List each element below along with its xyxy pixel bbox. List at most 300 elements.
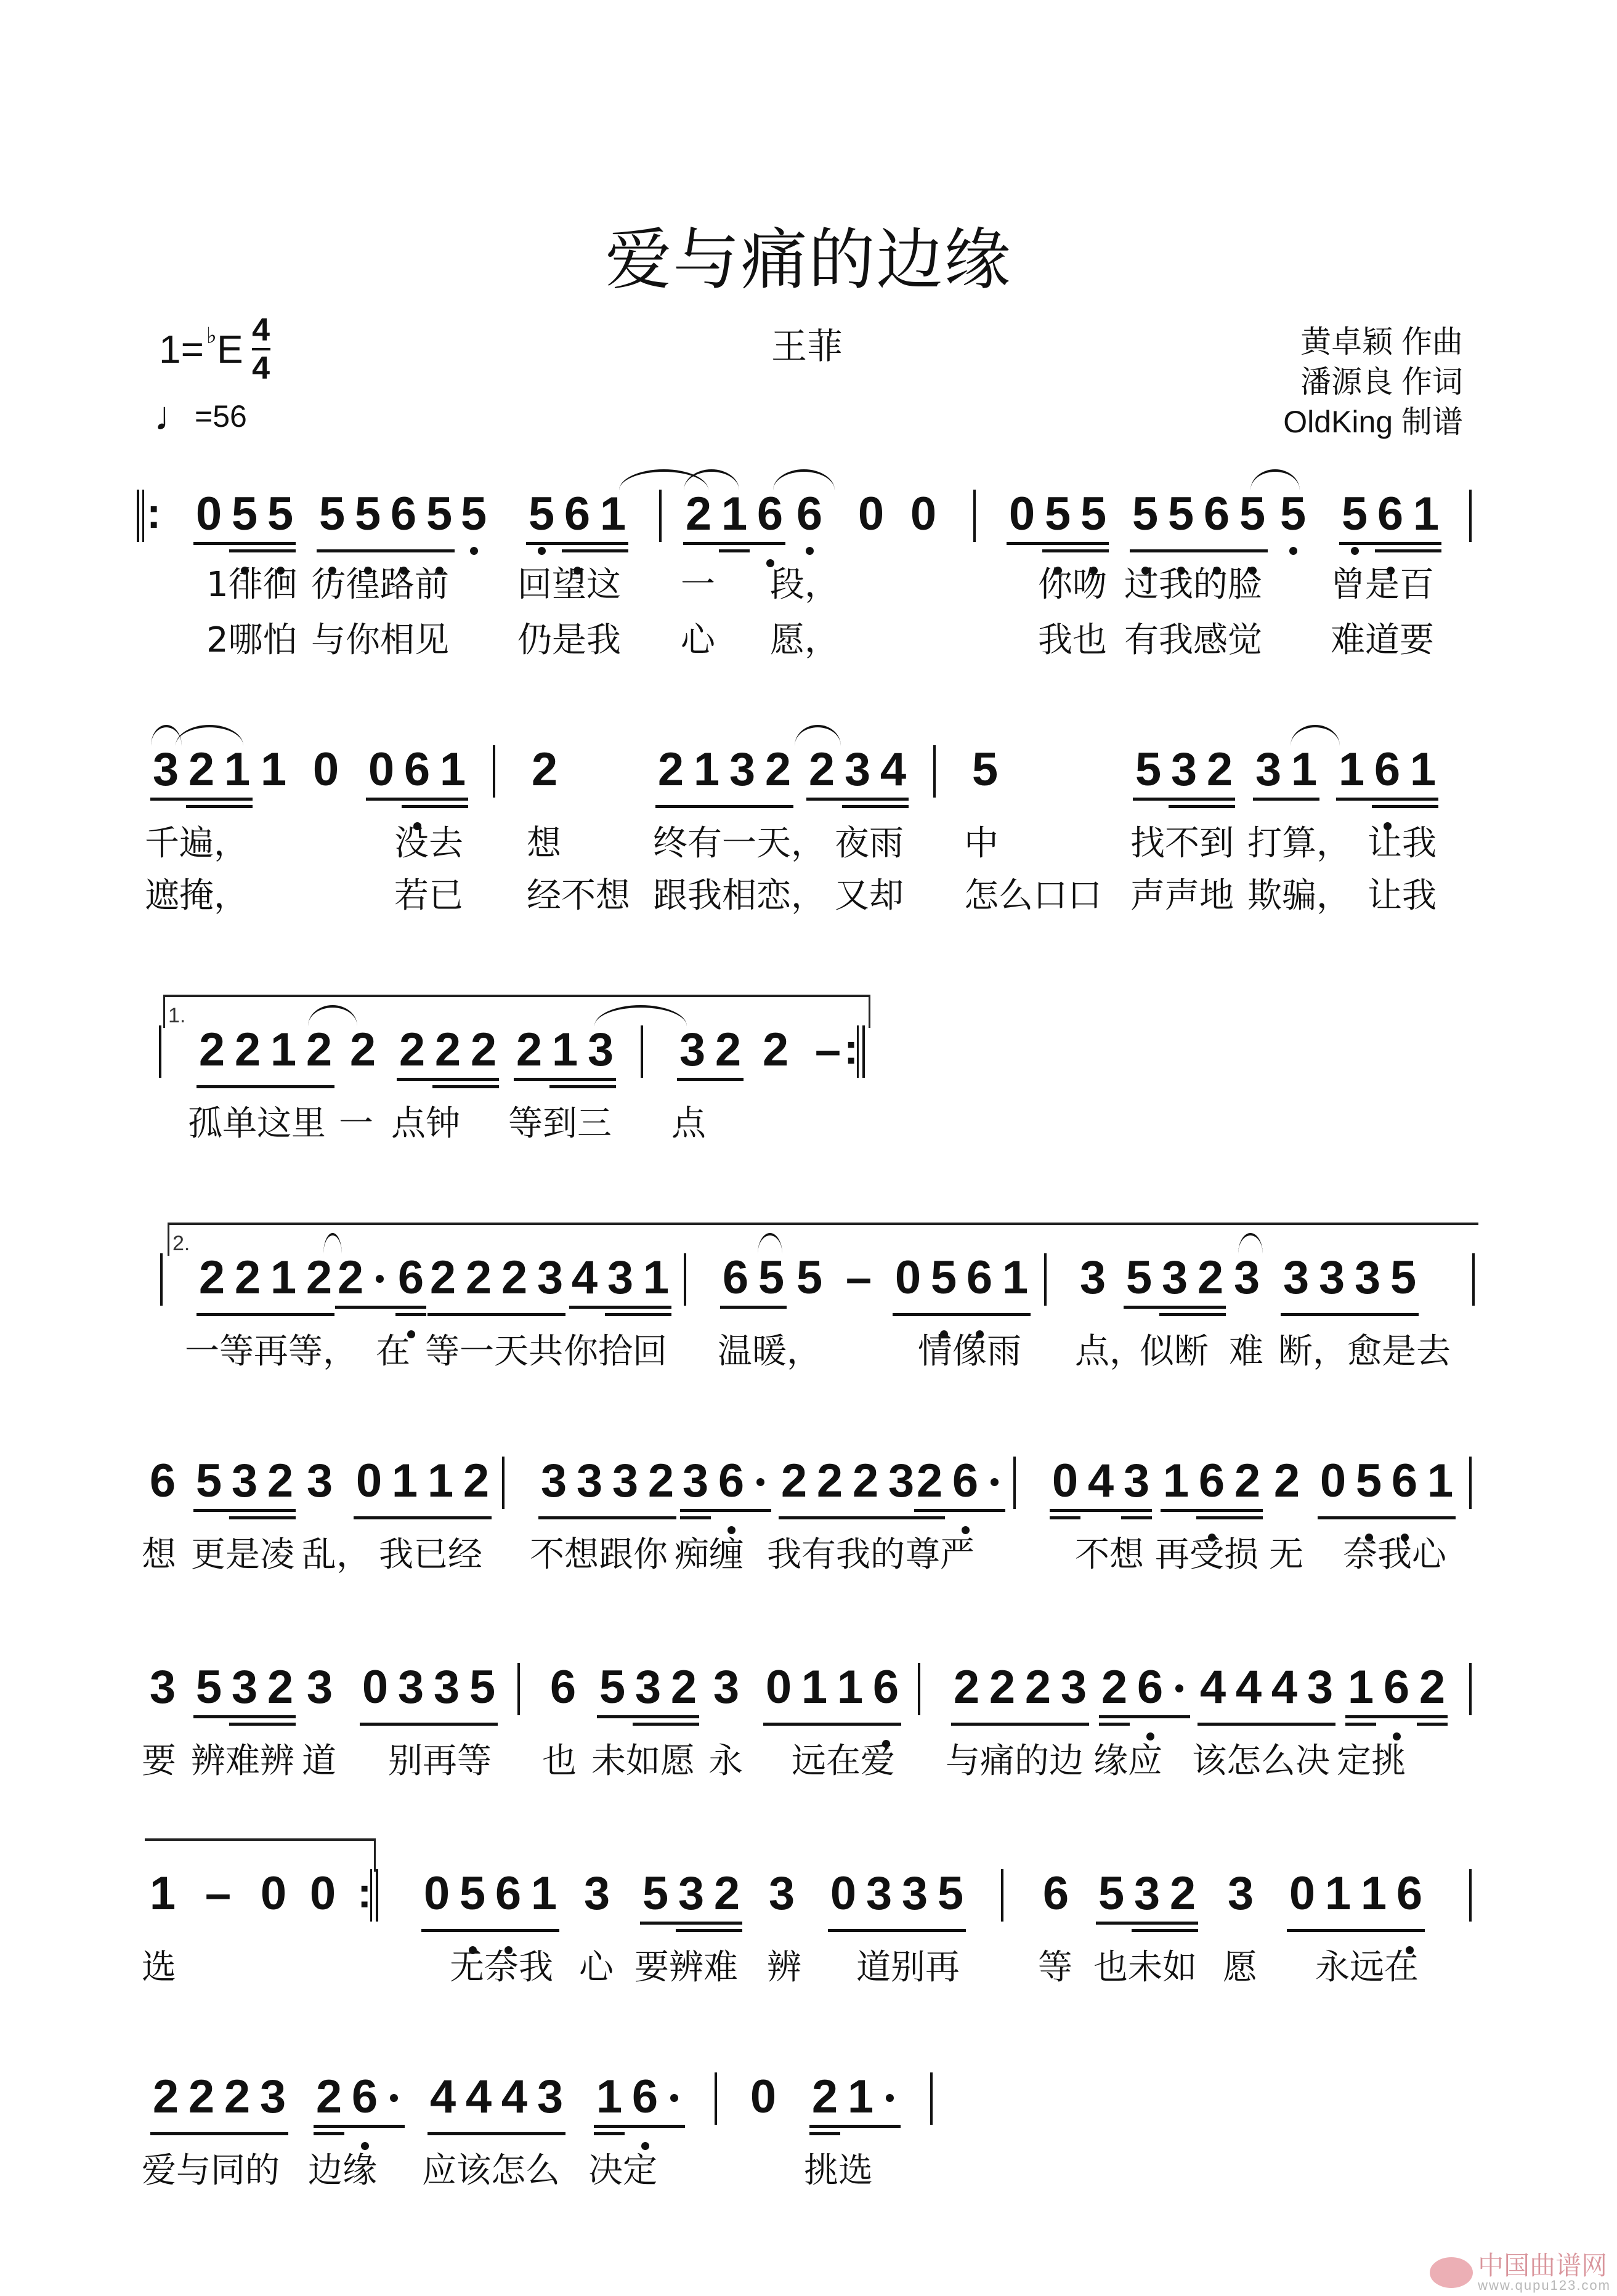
underline bbox=[360, 1723, 498, 1726]
note: 0 bbox=[1319, 1455, 1347, 1507]
note: 1 bbox=[1427, 1455, 1454, 1507]
note-group bbox=[906, 487, 941, 542]
note: 1 bbox=[1347, 1661, 1374, 1713]
barline bbox=[1472, 1253, 1475, 1306]
underline bbox=[193, 1715, 296, 1718]
note-group bbox=[394, 1022, 501, 1078]
note-group bbox=[302, 1453, 338, 1509]
low-octave-dot bbox=[470, 547, 478, 555]
note: 3 bbox=[1307, 1661, 1334, 1713]
note-group bbox=[792, 1250, 827, 1306]
lyric-text: 在 bbox=[376, 1332, 410, 1372]
underline bbox=[1345, 1715, 1448, 1718]
note: 2 bbox=[647, 1455, 675, 1507]
underline bbox=[229, 1723, 296, 1726]
note-group bbox=[1127, 487, 1270, 542]
note-group bbox=[1158, 1453, 1265, 1509]
lyric-text: 辨难辨 bbox=[191, 1741, 294, 1781]
lyric-text: 断，愈是去 bbox=[1278, 1332, 1451, 1372]
note-group bbox=[792, 487, 827, 542]
note-group bbox=[718, 1250, 789, 1306]
lyric-text: 欺骗， bbox=[1247, 876, 1351, 916]
note: 3 bbox=[306, 1455, 333, 1507]
note: 3 bbox=[306, 1661, 333, 1713]
lyric-text: 回望这 bbox=[517, 565, 621, 605]
barline bbox=[137, 490, 139, 542]
sustain-dash: – bbox=[205, 1867, 232, 1920]
underline bbox=[150, 798, 253, 801]
note-group bbox=[305, 1866, 341, 1922]
lyric-text: 我已经 bbox=[379, 1535, 482, 1575]
note-group bbox=[825, 1866, 968, 1922]
lyric-text: 跟我相恋， bbox=[653, 876, 825, 916]
note-group bbox=[681, 487, 788, 542]
system-5 bbox=[0, 1453, 1617, 1651]
note: 6 bbox=[952, 1455, 979, 1507]
note: 5 bbox=[1080, 488, 1107, 540]
underline bbox=[514, 1078, 616, 1081]
low-octave-dot bbox=[806, 547, 814, 555]
note-group bbox=[675, 1022, 746, 1078]
underline bbox=[640, 1922, 742, 1925]
barline bbox=[684, 1253, 686, 1306]
note-group bbox=[1038, 1866, 1074, 1922]
note-group bbox=[1004, 487, 1111, 542]
note: 6 bbox=[872, 1661, 899, 1713]
time-bottom: 4 bbox=[252, 350, 270, 386]
note-group bbox=[345, 1022, 381, 1078]
sustain-dash: – bbox=[814, 1024, 841, 1076]
note-group bbox=[678, 1453, 774, 1509]
note: 4 bbox=[1271, 1661, 1298, 1713]
lyric-text: 要辨难 bbox=[634, 1947, 738, 1987]
lyric-text: 愿 bbox=[1223, 1947, 1257, 1987]
note: 3 bbox=[537, 2071, 564, 2123]
lyric-text: 道 bbox=[302, 1741, 336, 1781]
note: 1 bbox=[596, 2071, 623, 2123]
note: 5 bbox=[937, 1867, 964, 1920]
note-group bbox=[148, 742, 255, 798]
lyric-text: 尊严 bbox=[906, 1535, 975, 1575]
slur-tie bbox=[773, 469, 835, 490]
note: 0 bbox=[260, 1867, 287, 1920]
note: 5 bbox=[930, 1251, 957, 1304]
volta-number: 2. bbox=[172, 1232, 190, 1255]
lyric-text: 中 bbox=[964, 823, 999, 863]
lyric-text: 2哪怕 bbox=[206, 620, 298, 660]
note: 2 bbox=[337, 1251, 364, 1304]
underline bbox=[366, 798, 468, 801]
underline bbox=[229, 1516, 296, 1519]
note: 0 bbox=[830, 1867, 857, 1920]
lyric-text: 边缘 bbox=[308, 2151, 377, 2191]
note: 0 bbox=[910, 488, 937, 540]
underline bbox=[317, 549, 455, 552]
note: 2 bbox=[1024, 1661, 1052, 1713]
note: 0 bbox=[1289, 1867, 1316, 1920]
note: 2 bbox=[916, 1455, 943, 1507]
note: 1 bbox=[439, 743, 466, 796]
lyric-text: 打算， bbox=[1247, 823, 1351, 863]
underline bbox=[720, 1306, 787, 1309]
note: 0 bbox=[1008, 488, 1035, 540]
note: 2 bbox=[1169, 1867, 1196, 1920]
lyric-text: 选 bbox=[142, 1947, 176, 1987]
note: 5 bbox=[267, 488, 294, 540]
underline bbox=[1287, 1929, 1425, 1932]
lyric-text: 声声地 bbox=[1130, 876, 1234, 916]
note: 2 bbox=[198, 1024, 225, 1076]
note-group bbox=[764, 1866, 800, 1922]
note: 4 bbox=[1235, 1661, 1262, 1713]
note: 2 bbox=[516, 1024, 543, 1076]
underline bbox=[549, 1085, 616, 1088]
note: 4 bbox=[429, 2071, 456, 2123]
augmentation-dot bbox=[983, 1453, 1008, 1509]
lyric-text: 永 bbox=[708, 1741, 743, 1781]
note: 6 bbox=[1396, 1867, 1423, 1920]
note-group bbox=[1315, 1453, 1458, 1509]
note: 0 bbox=[362, 1661, 389, 1713]
note: 2 bbox=[188, 2071, 215, 2123]
lyric-text: 爱与同的 bbox=[142, 2151, 280, 2191]
underline bbox=[779, 1516, 917, 1519]
note: 1 bbox=[801, 1661, 828, 1713]
note: 2 bbox=[306, 1251, 333, 1304]
underline bbox=[914, 1509, 1005, 1512]
underline bbox=[314, 2125, 405, 2128]
underline bbox=[828, 1929, 966, 1932]
note: 1 bbox=[1324, 1867, 1352, 1920]
note: 2 bbox=[188, 743, 215, 796]
system-7 bbox=[0, 1866, 1617, 2063]
key-signature bbox=[159, 314, 270, 384]
lyric-text: 难道要 bbox=[1331, 620, 1434, 660]
lyric-text: 彷徨路前 bbox=[311, 565, 449, 605]
tempo-value: =56 bbox=[195, 399, 247, 434]
note-group bbox=[524, 487, 631, 542]
system-2 bbox=[0, 742, 1617, 939]
note-group bbox=[1130, 742, 1238, 798]
lyric-text: 更是凌 bbox=[191, 1535, 294, 1575]
underline bbox=[680, 1516, 711, 1519]
system-6 bbox=[0, 1660, 1617, 1857]
underline bbox=[193, 542, 296, 545]
note-group bbox=[1275, 487, 1311, 542]
note: 1 bbox=[1360, 1867, 1387, 1920]
underline bbox=[1417, 1723, 1448, 1726]
note: 6 bbox=[397, 1251, 424, 1304]
note-group bbox=[311, 2069, 407, 2125]
lyric-text: 等一天共 bbox=[425, 1332, 563, 1372]
note: 2 bbox=[234, 1251, 261, 1304]
underline bbox=[432, 1085, 499, 1088]
note: 1 bbox=[599, 488, 626, 540]
underline bbox=[1124, 1306, 1226, 1309]
underline bbox=[763, 1723, 901, 1726]
underline bbox=[335, 1306, 426, 1309]
lyric-text: 仍是我 bbox=[517, 620, 621, 660]
barline bbox=[1469, 1869, 1472, 1922]
system-3 bbox=[0, 1004, 1617, 1219]
note: 0 bbox=[312, 743, 339, 796]
note-group bbox=[308, 742, 344, 798]
note: 5 bbox=[195, 1661, 222, 1713]
note: 3 bbox=[537, 1251, 564, 1304]
note: 0 bbox=[368, 743, 395, 796]
note: 3 bbox=[612, 1455, 639, 1507]
note: 4 bbox=[880, 743, 907, 796]
repeat-dots: : bbox=[147, 489, 161, 537]
lyric-text: 要 bbox=[142, 1741, 176, 1781]
note: 3 bbox=[634, 1661, 662, 1713]
note: 6 bbox=[1042, 1867, 1069, 1920]
note: 1 bbox=[847, 2071, 874, 2123]
note-group bbox=[1223, 1866, 1258, 1922]
note-group bbox=[425, 2069, 568, 2125]
note: 2 bbox=[234, 1024, 261, 1076]
underline bbox=[421, 1929, 559, 1932]
note: 1 bbox=[1412, 488, 1440, 540]
lyric-text: 我也 bbox=[1038, 620, 1107, 660]
underline bbox=[1375, 549, 1441, 552]
note-group bbox=[145, 1866, 180, 1922]
note-group bbox=[1250, 742, 1322, 798]
underline bbox=[1050, 1516, 1080, 1519]
underline bbox=[655, 805, 793, 808]
note: 5 bbox=[1132, 488, 1159, 540]
underline bbox=[676, 1929, 742, 1932]
underline bbox=[951, 1723, 1089, 1726]
note: 2 bbox=[762, 1024, 789, 1076]
lyric-text: 一 bbox=[339, 1104, 373, 1144]
note: 6 bbox=[1374, 743, 1401, 796]
underline bbox=[1130, 549, 1268, 552]
underline bbox=[914, 1516, 945, 1519]
note-group bbox=[194, 1022, 337, 1078]
underline bbox=[633, 1723, 699, 1726]
lyric-text: 定挑 bbox=[1337, 1741, 1406, 1781]
lyric-text: 难 bbox=[1229, 1332, 1263, 1372]
underline bbox=[526, 542, 628, 545]
note-group bbox=[967, 742, 1003, 798]
underline bbox=[677, 1078, 744, 1081]
note: 6 bbox=[631, 2071, 659, 2123]
composer-credit: 黄卓颖 作曲 bbox=[1300, 325, 1463, 359]
underline bbox=[1096, 1922, 1198, 1925]
note: 2 bbox=[713, 1867, 740, 1920]
note: 5 bbox=[469, 1661, 496, 1713]
underline bbox=[1345, 1723, 1376, 1726]
underline bbox=[186, 805, 253, 808]
note: 1 bbox=[149, 1867, 176, 1920]
lyric-text: 让我 bbox=[1368, 823, 1437, 863]
underline bbox=[1339, 542, 1441, 545]
note: 1 bbox=[1002, 1251, 1029, 1304]
low-octave-dot bbox=[538, 547, 546, 555]
note: 3 bbox=[149, 1661, 176, 1713]
note: 2 bbox=[434, 1024, 461, 1076]
underline bbox=[1007, 542, 1109, 545]
qupu-logo-icon bbox=[1430, 2257, 1473, 2288]
note: 4 bbox=[465, 2071, 492, 2123]
note-group bbox=[1284, 1866, 1427, 1922]
note: 6 bbox=[1137, 1661, 1164, 1713]
note: 2 bbox=[685, 488, 712, 540]
lyric-text: 你吻 bbox=[1038, 565, 1107, 605]
augmentation-dot-icon bbox=[376, 1275, 384, 1283]
watermark bbox=[1430, 2250, 1611, 2293]
underline bbox=[605, 1313, 671, 1316]
note: 2 bbox=[501, 1251, 528, 1304]
note: 1 bbox=[642, 1251, 670, 1304]
note-group bbox=[949, 1660, 1092, 1715]
note: 2 bbox=[953, 1661, 980, 1713]
lyric-text: 终有一天， bbox=[653, 823, 825, 863]
underline bbox=[354, 1516, 492, 1519]
barline bbox=[862, 1025, 865, 1078]
note-group bbox=[511, 1022, 618, 1078]
note: 3 bbox=[1255, 743, 1282, 796]
lyric-text: 决定 bbox=[588, 2151, 657, 2191]
note-group bbox=[579, 1866, 615, 1922]
note: 3 bbox=[583, 1867, 610, 1920]
note-group bbox=[148, 2069, 291, 2125]
note-group bbox=[1343, 1660, 1450, 1715]
lyric-text: 道别再 bbox=[856, 1947, 960, 1987]
lyric-text: 过我的脸 bbox=[1124, 565, 1262, 605]
note: 1 bbox=[427, 1455, 454, 1507]
lyric-text: 一 bbox=[681, 565, 715, 605]
lyric-text: 若已 bbox=[394, 876, 463, 916]
note: 3 bbox=[888, 1455, 915, 1507]
note: 6 bbox=[495, 1867, 522, 1920]
system-1 bbox=[0, 487, 1617, 684]
underline bbox=[842, 805, 909, 808]
note: 2 bbox=[399, 1024, 426, 1076]
underline bbox=[150, 2132, 288, 2135]
note: 2 bbox=[152, 2071, 179, 2123]
underline bbox=[594, 2125, 685, 2128]
note: 4 bbox=[571, 1251, 598, 1304]
note: 1 bbox=[270, 1024, 297, 1076]
artist: 王菲 bbox=[771, 326, 843, 366]
lyric-text: 又却 bbox=[835, 876, 904, 916]
note: 3 bbox=[1170, 743, 1198, 796]
underline bbox=[683, 542, 785, 545]
note: 3 bbox=[1079, 1251, 1106, 1304]
note: 2 bbox=[657, 743, 684, 796]
note: 3 bbox=[682, 1455, 709, 1507]
slur-tie bbox=[795, 725, 841, 746]
note: 3 bbox=[1123, 1455, 1150, 1507]
note: 2 bbox=[811, 2071, 838, 2123]
note: 2 bbox=[1273, 1455, 1300, 1507]
note-group bbox=[145, 1453, 180, 1509]
note-group bbox=[1337, 487, 1444, 542]
note-group bbox=[351, 1453, 494, 1509]
lyric-text: 你拾回 bbox=[564, 1332, 667, 1372]
underline bbox=[428, 2132, 565, 2135]
note-group bbox=[357, 1660, 500, 1715]
note: 5 bbox=[758, 1251, 785, 1304]
barline bbox=[973, 490, 976, 542]
lyric-text: 等到三 bbox=[508, 1104, 612, 1144]
note-group bbox=[145, 1660, 180, 1715]
barline bbox=[502, 1457, 505, 1509]
lyric-text: 别再等 bbox=[388, 1741, 492, 1781]
note: 3 bbox=[1283, 1251, 1310, 1304]
underline bbox=[806, 798, 909, 801]
note-group bbox=[745, 2069, 781, 2125]
underline bbox=[1318, 1516, 1456, 1519]
barline bbox=[1044, 1253, 1047, 1306]
note: 5 bbox=[460, 488, 487, 540]
underline bbox=[1132, 1929, 1198, 1932]
note: 6 bbox=[351, 2071, 378, 2123]
underline bbox=[1336, 798, 1438, 801]
note: 2 bbox=[670, 1661, 697, 1713]
note: 2 bbox=[198, 1251, 225, 1304]
note: 6 bbox=[564, 488, 591, 540]
watermark-site-name: 中国曲谱网 bbox=[1478, 2250, 1608, 2281]
note: 3 bbox=[397, 1661, 424, 1713]
lyric-text: 点钟 bbox=[391, 1104, 460, 1144]
note: 1 bbox=[1162, 1455, 1189, 1507]
slur-tie bbox=[1250, 469, 1300, 490]
note: 3 bbox=[678, 1867, 705, 1920]
barline bbox=[1001, 1869, 1003, 1922]
underline bbox=[1161, 1509, 1263, 1512]
lyric-text: 愿， bbox=[770, 620, 839, 660]
barline-thin bbox=[142, 490, 144, 542]
note: 3 bbox=[1060, 1661, 1087, 1713]
augmentation-dot bbox=[1168, 1660, 1193, 1715]
lyric-text: 情像雨 bbox=[918, 1332, 1021, 1372]
note: 1 bbox=[530, 1867, 557, 1920]
note-group bbox=[194, 1250, 337, 1306]
lyric-text: 与痛的边 bbox=[946, 1741, 1084, 1781]
lyric-text: 孤单这里 bbox=[188, 1104, 326, 1144]
low-octave-dot bbox=[1289, 547, 1297, 555]
repeat-dots: : bbox=[844, 1025, 859, 1073]
note-group bbox=[1269, 1453, 1305, 1509]
lyric-text: 曾是百 bbox=[1331, 565, 1434, 605]
note: 0 bbox=[857, 488, 885, 540]
note-group bbox=[1195, 1660, 1338, 1715]
note: 6 bbox=[1383, 1661, 1410, 1713]
underline bbox=[1198, 1723, 1335, 1726]
low-octave-dot bbox=[1351, 547, 1359, 555]
underline bbox=[1121, 1516, 1152, 1519]
lyric-text: 不想 bbox=[1075, 1535, 1144, 1575]
lyric-text: 该怎么决 bbox=[1192, 1741, 1330, 1781]
note: 5 bbox=[796, 1251, 823, 1304]
underline bbox=[1253, 798, 1319, 801]
note: 0 bbox=[423, 1867, 450, 1920]
note: 1 bbox=[693, 743, 720, 796]
lyric-text: 无 bbox=[1269, 1535, 1303, 1575]
augmentation-dot bbox=[383, 2069, 407, 2125]
note: 5 bbox=[528, 488, 555, 540]
note-group bbox=[708, 1660, 744, 1715]
note: 5 bbox=[1167, 488, 1194, 540]
underline bbox=[197, 1313, 334, 1316]
lyric-text: 温暖， bbox=[718, 1332, 821, 1372]
lyric-text: 夜雨 bbox=[835, 823, 904, 863]
lyric-text: 与你相见 bbox=[311, 620, 449, 660]
lyric-text: 千遍， bbox=[145, 823, 248, 863]
